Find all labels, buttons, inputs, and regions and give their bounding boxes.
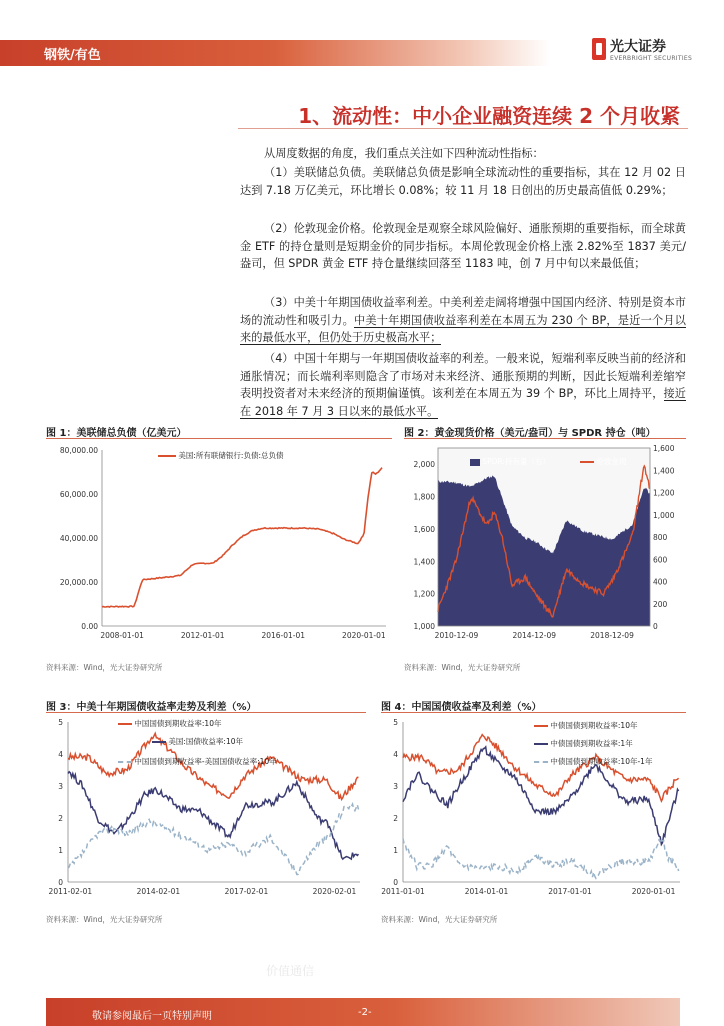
- y-tick-label: 2: [58, 814, 63, 823]
- series-line-fed-liabilities: [102, 468, 382, 607]
- chart-4-legend-b: [534, 738, 633, 749]
- legend-swatch: [118, 761, 132, 763]
- y-tick-label: 4: [58, 750, 63, 759]
- chart-3-legend-a: [118, 718, 221, 729]
- figure-3-title-rule: [46, 712, 366, 713]
- legend-swatch: [118, 723, 132, 725]
- y-tick-label: 3: [58, 782, 63, 791]
- y-tick-label: 5: [393, 718, 398, 727]
- chart-4-legend-a: [534, 720, 637, 731]
- intro-paragraph: 从周度数据的角度，我们重点关注如下四种流动性指标：: [264, 147, 544, 160]
- paragraph-4-lead: （4）中国十年期与一年期国债收益率的利差。一般来说，短端利率反映当前的经济和通胀情况；而长端利率则隐含了市场对未来经济、通胀预期的判断，因此长短端利差缩窄表明投资者对未来经济的预期偏谨慎。该利差在本周五为 39 个 BP，环比上周持平，: [240, 352, 686, 400]
- y-tick-label: 20,000.00: [59, 578, 98, 587]
- chart-fed-liabilities: [46, 442, 392, 650]
- y2-tick-label: 1,000: [653, 510, 675, 520]
- chart-4-legend-b-label: 中债国债到期收益率:1年: [550, 739, 633, 748]
- paragraph-4-highlight: 接近在 2018 年 7 月 3 日以来的最低水平。: [240, 387, 686, 418]
- figure-1-title: 图 1：美联储总负债（亿美元）: [46, 428, 187, 439]
- y2-tick-label: 1,400: [653, 466, 675, 476]
- x-tick-label: 2020-01-01: [631, 887, 676, 896]
- chart-3-legend-c: [118, 756, 277, 767]
- chart-2-legend-a: [470, 456, 550, 467]
- x-tick-label: 2008-01-01: [100, 631, 144, 640]
- section-label: 钢铁/有色: [44, 48, 101, 63]
- chart-2-legend-a-label: SPDR:持有量（右）: [482, 457, 550, 466]
- chart-3-legend-b: [152, 736, 243, 747]
- chart-1-legend-label: 美国:所有联储银行:负债:总负债: [178, 451, 284, 460]
- y-tick-label: 0.00: [81, 622, 98, 631]
- y-tick-label: 5: [58, 718, 63, 727]
- y-tick-label: 60,000.00: [59, 490, 98, 499]
- chart-4-legend-c-label: 中债国债到期收益率:10年-1年: [550, 757, 653, 766]
- y2-tick-label: 800: [653, 533, 668, 542]
- legend-swatch: [152, 741, 166, 743]
- y-tick-label: 40,000.00: [59, 534, 98, 543]
- y-tick-label: 0: [58, 878, 63, 887]
- paragraph-3-lead: （3）中美十年期国债收益率利差。中美利差走阔将增强中国国内经济、特别是资本市场的流动性和吸引力。: [240, 296, 686, 327]
- legend-swatch: [158, 455, 176, 457]
- watermark: 价值通信: [266, 964, 315, 978]
- legend-swatch: [470, 459, 480, 466]
- figure-1-source: 资料来源：Wind，光大证券研究所: [46, 663, 163, 672]
- y-tick-label: 4: [393, 750, 398, 759]
- y-tick-label: 80,000.00: [59, 446, 98, 455]
- x-tick-label: 2014-01-01: [464, 887, 509, 896]
- y2-tick-label: 600: [653, 555, 668, 565]
- chart-2-legend-b-label: 伦敦金现: [596, 457, 627, 466]
- y-tick-label: 1: [58, 846, 63, 855]
- y2-tick-label: 400: [653, 577, 668, 587]
- brand-logo: [592, 36, 693, 68]
- figure-4-source: 资料来源：Wind，光大证券研究所: [381, 915, 498, 924]
- brand-logo-icon: [592, 38, 606, 60]
- x-tick-label: 2014-02-01: [136, 887, 181, 896]
- y2-tick-label: 0: [653, 622, 658, 631]
- x-tick-label: 2017-02-01: [224, 887, 269, 896]
- footer-bar: [46, 998, 680, 1026]
- y-tick-label: 1,600: [413, 524, 435, 534]
- chart-3-legend-a-label: 中国国债到期收益率:10年: [134, 719, 222, 728]
- legend-swatch: [534, 725, 548, 727]
- y2-tick-label: 200: [653, 599, 668, 609]
- x-tick-label: 2014-12-09: [512, 631, 557, 640]
- legend-swatch: [580, 461, 594, 463]
- footer-disclaimer-note: 敬请参阅最后一页特别声明: [92, 1011, 212, 1022]
- figure-3-title: 图 3：中美十年期国债收益率走势及利差（%）: [46, 702, 257, 713]
- brand-name-cn: 光大证券: [610, 39, 666, 55]
- figure-2-title: 图 2：黄金现货价格（美元/盎司）与 SPDR 持仓（吨）: [404, 428, 656, 439]
- paragraph-4: [240, 350, 686, 420]
- y-tick-label: 1,800: [413, 492, 435, 502]
- figure-1-title-rule: [46, 438, 392, 439]
- y-tick-label: 2,000: [413, 460, 435, 470]
- brand-name-en: EVERBRIGHT SECURITIES: [610, 55, 693, 62]
- y-tick-label: 1,000: [413, 622, 435, 631]
- section-title: 1、流动性：中小企业融资连续 2 个月收紧: [298, 104, 680, 128]
- figure-4-title-rule: [381, 712, 686, 713]
- y-tick-label: 3: [393, 782, 398, 791]
- y-tick-label: 1,200: [413, 589, 435, 599]
- legend-swatch: [534, 761, 548, 763]
- chart-gold-spdr: [404, 442, 686, 650]
- figure-2-source: 资料来源：Wind，光大证券研究所: [404, 663, 521, 672]
- title-divider: [238, 128, 688, 129]
- y-tick-label: 1,400: [413, 557, 435, 567]
- legend-swatch: [534, 743, 548, 745]
- x-tick-label: 2010-12-09: [434, 631, 479, 640]
- x-tick-label: 2020-01-01: [342, 631, 386, 640]
- y-tick-label: 0: [393, 878, 398, 887]
- figure-4-title: 图 4：中国国债收益率及利差（%）: [381, 702, 542, 713]
- paragraph-3-highlight: 中美十年期国债收益率利差在本周五为 230 个 BP，是近一个月以来的最低水平，但仍处于历史极高水平；: [240, 313, 686, 344]
- x-tick-label: 2016-01-01: [261, 631, 306, 640]
- figure-2-title-rule: [404, 438, 686, 439]
- chart-3-legend-b-label: 美国:国债收益率:10年: [168, 737, 243, 746]
- x-tick-label: 2012-01-01: [180, 631, 225, 640]
- chart-2-legend-b: [580, 456, 626, 467]
- series-line-3: [403, 839, 679, 879]
- x-tick-label: 2020-02-01: [312, 887, 357, 896]
- y2-tick-label: 1,200: [653, 488, 675, 498]
- header-bar: [0, 40, 550, 66]
- x-tick-label: 2017-01-01: [548, 887, 592, 896]
- x-tick-label: 2018-12-09: [590, 631, 634, 640]
- figure-3-source: 资料来源：Wind，光大证券研究所: [46, 915, 163, 924]
- paragraph-3: [240, 294, 686, 347]
- page-number: -2-: [358, 1007, 372, 1018]
- y-tick-label: 1: [393, 846, 398, 855]
- paragraph-1: （1）美联储总负债。美联储总负债是影响全球流动性的重要指标，其在 12 月 02 日达到 7.18 万亿美元，环比增长 0.08%；较 11 月 18 日创出的历史最高值低 0.29%；: [240, 166, 686, 197]
- paragraph-2: （2）伦敦现金价格。伦敦现金是观察全球风险偏好、通胀预期的重要指标，而全球黄金 ETF 的持仓量则是短期金价的同步指标。本周伦敦现金价格上涨 2.82%至 1837 美元/盎司，但 SPDR 黄金 ETF 持仓量继续回落至 1183 吨，创 7 月中旬以来最低值；: [240, 222, 686, 270]
- y2-tick-label: 1,600: [653, 444, 675, 453]
- chart-3-legend-c-label: 中国国债到期收益率-美国国债收益率:10年: [134, 757, 277, 766]
- x-tick-label: 2011-02-01: [48, 887, 93, 896]
- chart-1-legend: [158, 450, 283, 461]
- y-tick-label: 2: [393, 814, 398, 823]
- chart-4-legend-c: [534, 756, 652, 767]
- x-tick-label: 2011-01-01: [381, 887, 425, 896]
- chart-4-legend-a-label: 中债国债到期收益率:10年: [550, 721, 638, 730]
